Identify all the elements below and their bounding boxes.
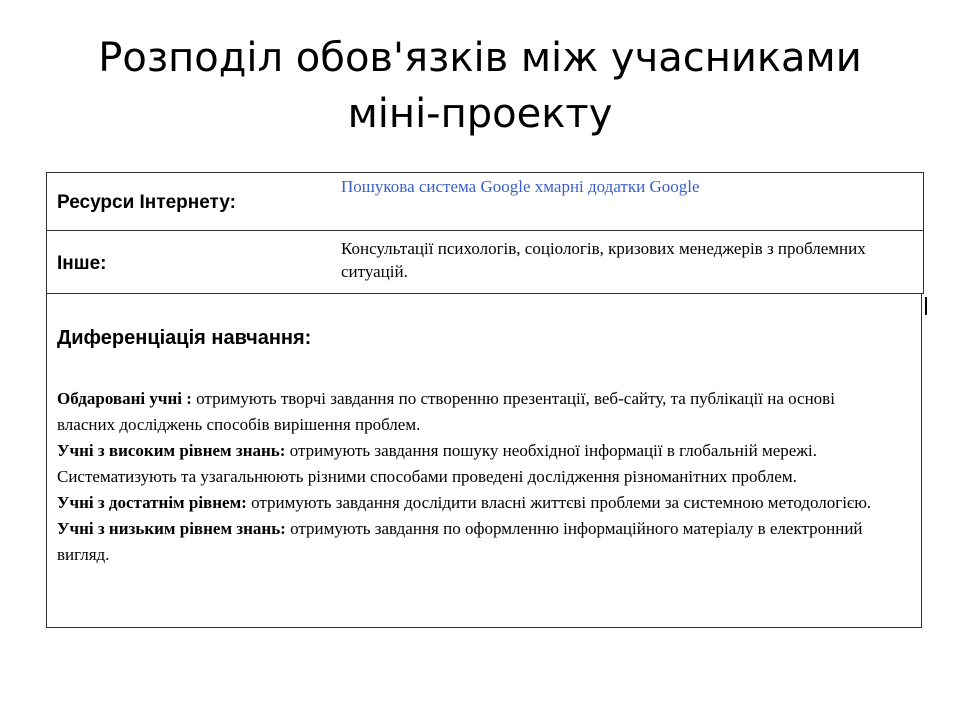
- differentiation-item: [57, 438, 897, 490]
- slide-title-line-1: Розподіл обов'язків між учасниками: [98, 35, 862, 81]
- item-text: отримують завдання пошуку необхідної інформації в глобальній мережі. Систематизують та узагальнюють різними способами проведені дослідження різноманітних проблем.: [57, 441, 818, 486]
- item-text: отримують завдання дослідити власні життєві проблеми за системною методологією.: [246, 493, 872, 512]
- differentiation-body: [57, 386, 897, 568]
- item-text: отримують завдання по оформленню інформаційного матеріалу в електронний вигляд.: [57, 519, 863, 564]
- differentiation-item: [57, 516, 897, 568]
- row-label-internet-resources: Ресурси Інтернету:: [57, 192, 236, 213]
- slide-title: [0, 30, 960, 142]
- table-row-other: [47, 231, 923, 293]
- item-label: Учні з низьким рівнем знань:: [57, 519, 286, 538]
- item-text: отримують творчі завдання по створенню презентації, веб-сайту, та публікації на основі власних досліджень способів вирішення проблем.: [57, 389, 835, 434]
- resources-table: [46, 172, 924, 294]
- slide-title-line-2: міні-проекту: [347, 91, 613, 137]
- differentiation-table: [46, 293, 922, 628]
- differentiation-item: [57, 386, 897, 438]
- row-label-other: Інше:: [57, 253, 107, 274]
- item-label: Обдаровані учні :: [57, 389, 192, 408]
- differentiation-title: Диференціація навчання:: [57, 327, 312, 349]
- item-label: Учні з високим рівнем знань:: [57, 441, 286, 460]
- table-border-fragment: [925, 297, 927, 315]
- table-row-internet-resources: [47, 173, 923, 231]
- row-value-internet-resources: Пошукова система Google хмарні додатки Google: [341, 177, 700, 196]
- item-label: Учні з достатнім рівнем:: [57, 493, 247, 512]
- row-value-other: Консультації психологів, соціологів, кризових менеджерів з проблемних ситуацій.: [341, 239, 866, 281]
- differentiation-item: [57, 490, 897, 516]
